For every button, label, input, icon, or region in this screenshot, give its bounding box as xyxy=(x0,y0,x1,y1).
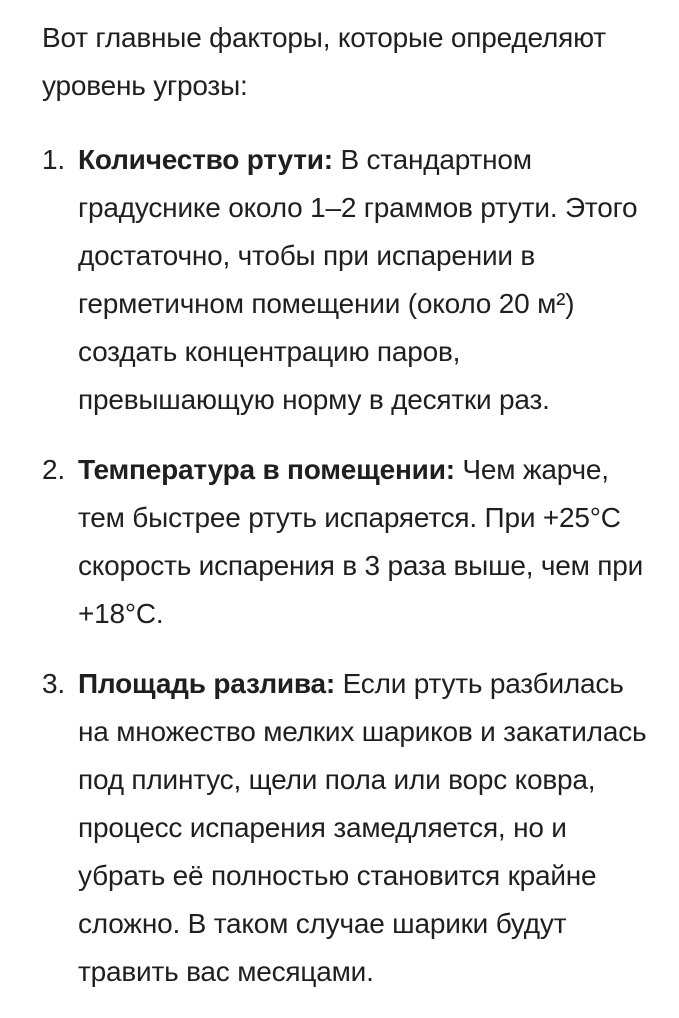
item-term: Площадь разлива: xyxy=(78,668,336,699)
list-item xyxy=(42,446,654,638)
item-term: Температура в помещении: xyxy=(78,454,455,485)
list-item xyxy=(42,136,654,424)
list-number: 1. xyxy=(42,144,65,175)
article-content xyxy=(42,14,654,1018)
item-text: Чем жарче, тем быстрее ртуть испаряется. При +25°С скорость испарения в 3 раза выше, чем при +18°С. xyxy=(78,454,644,629)
factors-list xyxy=(42,136,654,996)
list-item xyxy=(42,660,654,996)
item-text: Если ртуть разбилась на множество мелких шариков и закатилась под плинтус, щели пола или ворс ковра, процесс испарения замедляется, но и убрать её полностью становится крайне сложно. В таком случае шарики будут травить вас месяцами. xyxy=(78,668,647,987)
list-number: 2. xyxy=(42,454,65,485)
item-text: В стандартном градуснике около 1–2 граммов ртути. Этого достаточно, чтобы при испарении в герметичном помещении (около 20 м²) создать концентрацию паров, превышающую норму в десятки раз. xyxy=(78,144,638,415)
item-term: Количество ртути: xyxy=(78,144,333,175)
intro-paragraph: Вот главные факторы, которые определяют уровень угрозы: xyxy=(42,22,606,101)
list-number: 3. xyxy=(42,668,65,699)
